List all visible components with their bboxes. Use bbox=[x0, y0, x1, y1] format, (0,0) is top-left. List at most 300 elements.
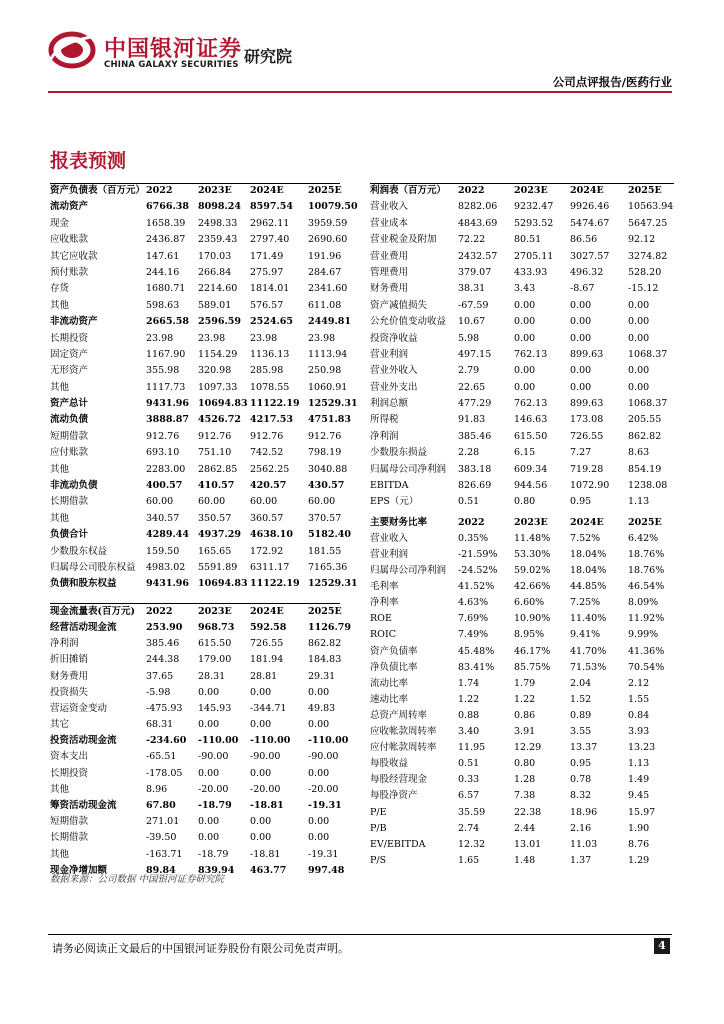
row-value: 3.55 bbox=[570, 726, 592, 738]
row-value: 1.65 bbox=[458, 854, 480, 866]
row-label: 应收帐款周转率 bbox=[370, 726, 437, 738]
row-value: 1814.01 bbox=[250, 283, 290, 295]
row-label: 每股收益 bbox=[370, 758, 409, 770]
cash-flow-table bbox=[50, 604, 351, 879]
row-value: 1126.79 bbox=[308, 621, 351, 633]
row-value: -110.00 bbox=[198, 735, 239, 747]
row-label: 短期借款 bbox=[50, 816, 89, 828]
row-value: 0.00 bbox=[628, 332, 650, 344]
row-value: -39.50 bbox=[146, 832, 177, 844]
row-value: 912.76 bbox=[308, 430, 342, 442]
row-value: 18.76% bbox=[628, 565, 665, 577]
table-row bbox=[50, 281, 348, 297]
table-row bbox=[370, 579, 674, 595]
row-value: 170.03 bbox=[198, 250, 232, 262]
row-value: 383.18 bbox=[458, 463, 492, 475]
row-label: 净利润 bbox=[370, 430, 399, 442]
row-label: 资产减值损失 bbox=[370, 299, 428, 311]
row-value: 191.96 bbox=[308, 250, 342, 262]
row-value: 5.98 bbox=[458, 332, 480, 344]
row-value: 762.13 bbox=[514, 348, 548, 360]
table-row bbox=[370, 692, 674, 708]
table-row bbox=[370, 396, 674, 412]
row-value: 762.13 bbox=[514, 398, 548, 410]
row-value: 70.54% bbox=[628, 661, 665, 673]
row-value: 9431.96 bbox=[146, 578, 189, 590]
row-value: 8597.54 bbox=[250, 201, 293, 213]
table-row bbox=[50, 347, 348, 363]
row-value: 899.63 bbox=[570, 398, 604, 410]
row-value: 1117.73 bbox=[146, 381, 186, 393]
table-row bbox=[370, 281, 674, 297]
row-value: -20.00 bbox=[250, 783, 281, 795]
row-value: 0.00 bbox=[628, 365, 650, 377]
row-value: 385.46 bbox=[146, 638, 180, 650]
row-value: 0.95 bbox=[570, 496, 592, 508]
table-row bbox=[370, 478, 674, 494]
row-value: -5.98 bbox=[146, 686, 171, 698]
row-value: 528.20 bbox=[628, 266, 662, 278]
row-label: 公允价值变动收益 bbox=[370, 316, 447, 328]
row-value: 1097.33 bbox=[198, 381, 238, 393]
table-row bbox=[370, 216, 674, 232]
row-value: -20.00 bbox=[308, 783, 339, 795]
row-label: 负债合计 bbox=[50, 529, 89, 541]
row-value: 53.30% bbox=[514, 549, 551, 560]
row-value: 0.84 bbox=[628, 709, 650, 721]
footer-disclaimer: 请务必阅读正文最后的中国银河证券股份有限公司免责声明。 bbox=[52, 942, 349, 955]
row-value: 1.55 bbox=[628, 693, 650, 705]
table-row bbox=[50, 511, 340, 527]
row-value: -18.79 bbox=[198, 848, 229, 860]
row-value: 5647.25 bbox=[628, 217, 668, 229]
table-row bbox=[370, 708, 674, 724]
row-value: 3274.82 bbox=[628, 250, 668, 262]
header-cell: 资产负债表（百万元） bbox=[50, 185, 146, 196]
row-value: 0.33 bbox=[458, 774, 480, 786]
table-row bbox=[370, 445, 674, 461]
row-value: 271.01 bbox=[146, 816, 180, 828]
row-label: 短期借款 bbox=[50, 430, 89, 442]
row-value: 0.00 bbox=[628, 299, 650, 311]
row-label: EPS（元） bbox=[370, 496, 419, 508]
row-value: 83.41% bbox=[458, 661, 495, 673]
table-header-row bbox=[50, 604, 340, 620]
row-value: 0.35% bbox=[458, 532, 489, 544]
row-value: 172.92 bbox=[250, 545, 284, 557]
row-label: 投资净收益 bbox=[370, 332, 418, 344]
row-value: 12529.31 bbox=[308, 578, 358, 590]
row-value: 410.57 bbox=[198, 480, 235, 492]
row-value: 430.57 bbox=[308, 480, 345, 492]
row-label: 财务费用 bbox=[50, 670, 89, 682]
row-value: 11.48% bbox=[514, 532, 551, 544]
row-value: 29.31 bbox=[308, 670, 336, 682]
table-row bbox=[370, 660, 674, 676]
row-label: 非流动负债 bbox=[50, 480, 98, 492]
header-cell: 2023E bbox=[514, 516, 548, 528]
row-value: 8.09% bbox=[628, 597, 659, 609]
row-value: 60.00 bbox=[308, 496, 336, 508]
row-value: 22.38 bbox=[514, 806, 542, 818]
row-value: 693.10 bbox=[146, 447, 180, 459]
row-value: 0.00 bbox=[514, 365, 536, 377]
row-label: 营业外支出 bbox=[370, 381, 418, 393]
financial-ratios-table bbox=[370, 515, 674, 869]
row-value: 10.90% bbox=[514, 613, 551, 625]
row-value: 0.00 bbox=[308, 767, 330, 779]
row-value: 13.01 bbox=[514, 838, 542, 850]
row-value: 2.12 bbox=[628, 677, 650, 689]
row-label: 营运资金变动 bbox=[50, 702, 108, 714]
row-value: 9.45 bbox=[628, 790, 650, 802]
row-value: 592.58 bbox=[250, 621, 287, 633]
row-label: 现金 bbox=[50, 217, 70, 229]
row-value: 2449.81 bbox=[308, 316, 351, 328]
table-row bbox=[50, 412, 351, 428]
row-value: 2.28 bbox=[458, 447, 480, 459]
row-value: 2665.58 bbox=[146, 316, 189, 328]
row-value: -344.71 bbox=[250, 702, 287, 714]
row-value: 8.76 bbox=[628, 838, 650, 850]
table-row bbox=[50, 314, 351, 330]
header-cell: 2025E bbox=[308, 185, 342, 196]
table-row bbox=[370, 627, 674, 643]
row-value: 944.56 bbox=[514, 480, 548, 492]
row-value: 60.00 bbox=[198, 496, 226, 508]
row-value: 244.16 bbox=[146, 266, 180, 278]
row-label: 其他 bbox=[50, 783, 70, 795]
row-value: -21.59% bbox=[458, 549, 498, 560]
row-label: 归属母公司股东权益 bbox=[50, 561, 136, 573]
row-label: 营业利润 bbox=[370, 348, 409, 360]
page-number: 4 bbox=[654, 938, 670, 954]
table-row bbox=[370, 740, 674, 756]
table-row bbox=[370, 232, 674, 248]
row-value: -67.59 bbox=[458, 299, 489, 311]
row-value: 1154.29 bbox=[198, 348, 238, 360]
row-value: 2.16 bbox=[570, 822, 592, 834]
header-cell: 2025E bbox=[628, 185, 662, 196]
row-value: 18.04% bbox=[570, 565, 607, 577]
row-value: -18.79 bbox=[198, 800, 232, 812]
row-value: 0.51 bbox=[458, 758, 480, 770]
table-row bbox=[370, 331, 674, 347]
row-value: 2797.40 bbox=[250, 234, 290, 246]
table-row bbox=[50, 396, 358, 412]
row-value: 420.57 bbox=[250, 480, 287, 492]
row-value: 1.48 bbox=[514, 854, 536, 866]
row-value: 385.46 bbox=[458, 430, 492, 442]
row-value: 60.00 bbox=[146, 496, 174, 508]
row-value: -19.31 bbox=[308, 800, 342, 812]
row-value: 181.55 bbox=[308, 545, 342, 557]
row-value: 12529.31 bbox=[308, 398, 358, 410]
row-value: 0.00 bbox=[628, 381, 650, 393]
row-value: 10694.83 bbox=[198, 398, 248, 410]
table-row bbox=[370, 724, 674, 740]
row-value: 862.82 bbox=[628, 430, 662, 442]
row-value: 433.93 bbox=[514, 266, 548, 278]
table-row bbox=[50, 766, 340, 782]
row-value: 9.41% bbox=[570, 629, 601, 641]
row-value: 1.79 bbox=[514, 677, 536, 689]
row-value: 370.57 bbox=[308, 512, 342, 524]
table-header-row bbox=[370, 183, 674, 199]
galaxy-logo-icon bbox=[48, 30, 96, 70]
row-value: 173.08 bbox=[570, 414, 604, 426]
table-row bbox=[370, 805, 674, 821]
row-value: 968.73 bbox=[198, 621, 235, 633]
row-value: 1.13 bbox=[628, 758, 650, 770]
row-label: 营业外收入 bbox=[370, 365, 418, 377]
row-value: 839.94 bbox=[198, 864, 235, 876]
row-value: 576.57 bbox=[250, 299, 284, 311]
row-value: 4289.44 bbox=[146, 529, 189, 541]
table-row bbox=[50, 445, 340, 461]
table-row bbox=[370, 611, 674, 627]
row-value: 0.00 bbox=[250, 832, 272, 844]
row-value: 11.40% bbox=[570, 613, 607, 625]
row-value: 6.60% bbox=[514, 597, 545, 609]
row-value: 0.00 bbox=[514, 381, 536, 393]
table-row bbox=[50, 527, 351, 543]
row-value: -234.60 bbox=[146, 735, 187, 747]
row-value: 18.04% bbox=[570, 549, 607, 560]
row-value: 23.98 bbox=[198, 332, 226, 344]
row-value: 205.55 bbox=[628, 414, 662, 426]
row-value: 1167.90 bbox=[146, 348, 186, 360]
table-row bbox=[50, 298, 340, 314]
header-cell: 2024E bbox=[250, 605, 284, 617]
row-value: 1060.91 bbox=[308, 381, 348, 393]
report-type: 公司点评报告/医药行业 bbox=[552, 75, 672, 89]
row-value: 609.34 bbox=[514, 463, 548, 475]
row-label: 长期借款 bbox=[50, 496, 89, 508]
row-value: 59.02% bbox=[514, 565, 551, 577]
row-value: 6.57 bbox=[458, 790, 480, 802]
row-value: 0.00 bbox=[514, 316, 536, 328]
row-value: 1.90 bbox=[628, 822, 650, 834]
row-value: 86.56 bbox=[570, 234, 598, 246]
table-row bbox=[370, 547, 674, 563]
row-value: 912.76 bbox=[198, 430, 232, 442]
left-table-column bbox=[50, 183, 358, 879]
row-value: 0.00 bbox=[308, 719, 330, 731]
row-label: 营业费用 bbox=[370, 250, 409, 262]
table-row bbox=[50, 701, 340, 717]
row-value: 13.23 bbox=[628, 742, 656, 754]
row-value: 355.98 bbox=[146, 365, 180, 377]
row-value: 37.65 bbox=[146, 670, 174, 682]
row-value: 997.48 bbox=[308, 864, 345, 876]
row-value: -18.81 bbox=[250, 800, 284, 812]
table-row bbox=[370, 788, 674, 804]
row-value: 244.38 bbox=[146, 654, 180, 666]
row-value: 10563.94 bbox=[628, 201, 674, 213]
row-value: 46.17% bbox=[514, 645, 551, 657]
row-label: 每股净资产 bbox=[370, 790, 418, 802]
row-value: 3027.57 bbox=[570, 250, 610, 262]
row-value: 68.31 bbox=[146, 719, 174, 731]
row-value: 91.83 bbox=[458, 414, 486, 426]
table-row bbox=[50, 560, 348, 576]
row-value: 0.78 bbox=[570, 774, 592, 786]
row-value: 13.37 bbox=[570, 742, 598, 754]
row-label: 资产负债率 bbox=[370, 645, 418, 657]
header-cell: 现金流量表(百万元) bbox=[50, 605, 135, 617]
table-row bbox=[50, 733, 349, 749]
table-row bbox=[370, 821, 674, 837]
row-value: 7.49% bbox=[458, 629, 489, 641]
row-label: 流动比率 bbox=[370, 677, 409, 689]
row-value: 1.29 bbox=[628, 854, 650, 866]
table-row bbox=[370, 199, 674, 215]
row-label: 固定资产 bbox=[50, 348, 89, 360]
row-value: 4751.83 bbox=[308, 414, 351, 426]
table-row bbox=[370, 314, 674, 330]
table-row bbox=[370, 531, 674, 547]
row-label: 营业收入 bbox=[370, 201, 409, 213]
row-value: 6.15 bbox=[514, 447, 536, 459]
row-value: 6311.17 bbox=[250, 561, 290, 573]
row-value: 8.63 bbox=[628, 447, 650, 459]
row-value: 2341.60 bbox=[308, 283, 348, 295]
table-row bbox=[50, 429, 340, 445]
row-value: 92.12 bbox=[628, 234, 656, 246]
row-value: 8282.06 bbox=[458, 201, 498, 213]
row-value: 862.82 bbox=[308, 638, 342, 650]
row-value: 0.00 bbox=[514, 332, 536, 344]
table-row bbox=[370, 363, 674, 379]
row-value: 726.55 bbox=[570, 430, 604, 442]
row-value: 60.00 bbox=[250, 496, 278, 508]
row-label: 筹资活动现金流 bbox=[50, 800, 117, 812]
row-value: -110.00 bbox=[250, 735, 291, 747]
row-value: 8.96 bbox=[146, 783, 168, 795]
row-value: 49.83 bbox=[308, 702, 336, 714]
row-value: 11122.19 bbox=[250, 578, 300, 590]
row-value: 2214.60 bbox=[198, 283, 238, 295]
logo-sub-text: 研究院 bbox=[244, 47, 293, 66]
row-value: 3.91 bbox=[514, 726, 536, 738]
row-value: 751.10 bbox=[198, 447, 232, 459]
table-row bbox=[370, 298, 674, 314]
row-label: 少数股东权益 bbox=[50, 545, 108, 557]
row-label: 营业利润 bbox=[370, 549, 409, 560]
row-label: EBITDA bbox=[370, 480, 409, 492]
row-value: 0.00 bbox=[628, 316, 650, 328]
row-value: 71.53% bbox=[570, 661, 607, 673]
table-row bbox=[50, 798, 340, 814]
row-value: 1.37 bbox=[570, 854, 592, 866]
row-value: 7.25% bbox=[570, 597, 601, 609]
table-row bbox=[50, 380, 348, 396]
row-value: 589.01 bbox=[198, 299, 232, 311]
table-row bbox=[370, 249, 674, 265]
row-label: 少数股东损益 bbox=[370, 447, 428, 459]
header-cell: 主要财务比率 bbox=[370, 516, 428, 528]
row-label: 营业成本 bbox=[370, 217, 409, 229]
row-value: 0.00 bbox=[570, 332, 592, 344]
row-label: 速动比率 bbox=[370, 693, 409, 705]
row-value: 611.08 bbox=[308, 299, 342, 311]
row-label: 其他 bbox=[50, 512, 70, 524]
row-value: 165.65 bbox=[198, 545, 232, 557]
row-label: 总资产周转率 bbox=[370, 709, 428, 721]
row-value: 35.59 bbox=[458, 806, 486, 818]
row-value: 85.75% bbox=[514, 661, 551, 673]
row-value: 0.80 bbox=[514, 496, 536, 508]
table-row bbox=[50, 331, 340, 347]
row-label: 投资损失 bbox=[50, 686, 89, 698]
row-label: 净利率 bbox=[370, 597, 399, 609]
table-row bbox=[50, 652, 340, 668]
row-value: 6.42% bbox=[628, 532, 659, 544]
row-value: 1.22 bbox=[458, 693, 480, 705]
page-header bbox=[0, 0, 724, 92]
row-label: 归属母公司净利润 bbox=[370, 565, 447, 577]
row-value: 0.95 bbox=[570, 758, 592, 770]
table-row bbox=[370, 756, 674, 772]
row-label: 营业收入 bbox=[370, 532, 409, 544]
header-cell: 2023E bbox=[198, 605, 232, 617]
row-label: 无形资产 bbox=[50, 365, 89, 377]
row-label: 其它 bbox=[50, 719, 70, 731]
table-row bbox=[370, 644, 674, 660]
row-value: 266.84 bbox=[198, 266, 232, 278]
row-value: 1680.71 bbox=[146, 283, 186, 295]
row-value: 11.95 bbox=[458, 742, 486, 754]
row-value: 0.00 bbox=[198, 767, 220, 779]
row-value: 15.97 bbox=[628, 806, 656, 818]
row-value: -90.00 bbox=[308, 751, 339, 763]
header-cell: 2022 bbox=[146, 185, 173, 196]
row-value: 8.32 bbox=[570, 790, 592, 802]
row-value: 798.19 bbox=[308, 447, 342, 459]
row-label: 流动负债 bbox=[50, 414, 89, 426]
row-value: 2562.25 bbox=[250, 463, 290, 475]
row-value: 615.50 bbox=[514, 430, 548, 442]
row-value: 145.93 bbox=[198, 702, 232, 714]
row-value: -20.00 bbox=[198, 783, 229, 795]
row-value: 1.52 bbox=[570, 693, 592, 705]
header-cell: 2025E bbox=[628, 516, 662, 528]
row-value: 0.86 bbox=[514, 709, 536, 721]
row-value: 0.00 bbox=[198, 686, 220, 698]
row-value: 0.89 bbox=[570, 709, 592, 721]
row-value: 11.03 bbox=[570, 838, 598, 850]
row-value: -24.52% bbox=[458, 565, 498, 577]
table-row bbox=[50, 636, 340, 652]
row-value: 0.00 bbox=[250, 686, 272, 698]
table-header-row bbox=[50, 183, 340, 199]
row-value: 1658.39 bbox=[146, 217, 186, 229]
row-value: 320.98 bbox=[198, 365, 232, 377]
row-value: 80.51 bbox=[514, 234, 542, 246]
row-value: 0.00 bbox=[308, 832, 330, 844]
row-value: 9431.96 bbox=[146, 398, 189, 410]
header-cell: 2022 bbox=[458, 185, 485, 196]
row-value: 2690.60 bbox=[308, 234, 348, 246]
balance-sheet-table bbox=[50, 183, 358, 593]
row-value: 1.22 bbox=[514, 693, 536, 705]
row-label: 投资活动现金流 bbox=[50, 735, 117, 747]
table-row bbox=[370, 347, 674, 363]
row-value: 285.98 bbox=[250, 365, 284, 377]
row-value: 0.00 bbox=[570, 365, 592, 377]
row-value: 4.63% bbox=[458, 597, 489, 609]
